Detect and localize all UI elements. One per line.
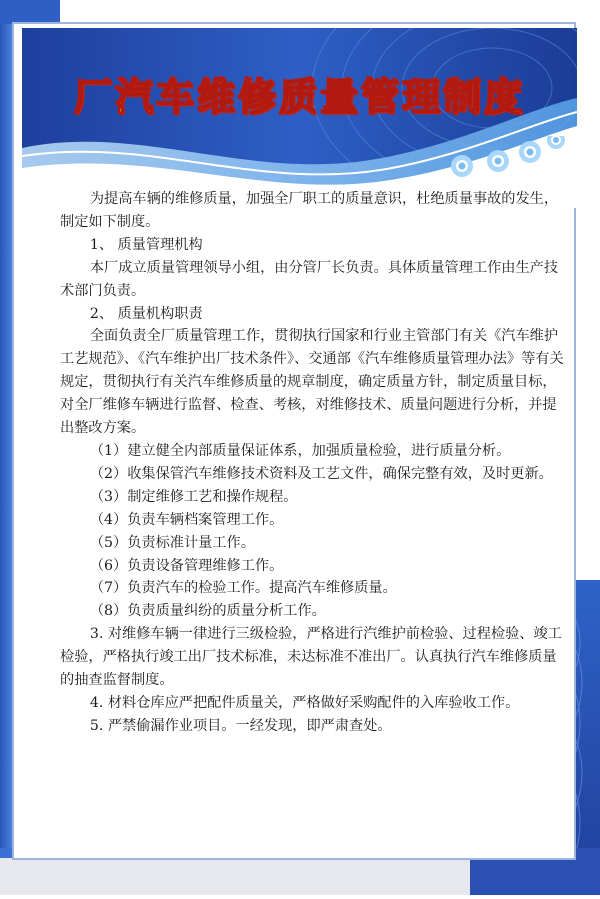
section-paragraph: 4. 材料仓库应严把配件质量关，严格做好采购配件的入库验收工作。 [89, 694, 520, 711]
page-title: 厂汽车维修质量管理制度 [73, 75, 525, 119]
ring-icons-group [442, 136, 572, 186]
section-paragraph: 5. 严禁偷漏作业项目。一经发现，即严肃查处。 [89, 717, 392, 734]
ring-icon [487, 150, 509, 172]
list-item: （7）负责汽车的检验工作。提高汽车维修质量。 [89, 580, 397, 597]
list-item: （3）制定维修工艺和操作规程。 [89, 488, 298, 505]
frame-left-bar [0, 0, 14, 895]
regulation-body [60, 188, 570, 738]
section-heading: 2、 质量机构职责 [89, 305, 203, 322]
list-item: （1）建立健全内部质量保证体系，加强质量检验，进行质量分析。 [89, 442, 511, 459]
frame-top-left-block [0, 0, 60, 24]
list-item: （4）负责车辆档案管理工作。 [89, 511, 284, 528]
frame-bottom-gray-strip [0, 858, 470, 895]
header-banner [22, 28, 577, 208]
section-paragraph: 3. 对维修车辆一律进行三级检验，严格进行汽维护前检验、过程检验、竣工检验，严格执行竣工出厂技术标准，未达标准不准出厂。认真执行汽车维修质量的抽查监督制度。 [60, 626, 562, 689]
list-item: （2）收集保管汽车维修技术资料及工艺文件，确保完整有效，及时更新。 [89, 465, 553, 482]
intro-paragraph: 为提高车辆的维修质量，加强全厂职工的质量意识，杜绝质量事故的发生，制定如下制度。 [60, 191, 559, 230]
section-heading: 1、 质量管理机构 [89, 236, 203, 253]
section-paragraph: 本厂成立质量管理领导小组，由分管厂长负责。具体质量管理工作由生产技术部门负责。 [60, 259, 559, 299]
section-paragraph: 全面负责全厂质量管理工作，贯彻执行国家和行业主管部门有关《汽车维护工艺规范》、《汽车维护出厂技术条件》、交通部《汽车维修质量管理办法》等有关规定，贯彻执行有关汽车维修质量的规章制度，确定质量方针，制定质量目标，对全厂维修车辆进行监督、检查、考核，对维修技术、质量问题进行分析，并提出整改方案。 [60, 328, 564, 437]
ring-icon [547, 136, 565, 149]
list-item: （8）负责质量纠纷的质量分析工作。 [89, 603, 326, 620]
list-item: （5）负责标准计量工作。 [89, 534, 255, 551]
list-item: （6）负责设备管理维修工作。 [89, 557, 284, 574]
ring-icon [451, 155, 473, 177]
ring-icon [519, 141, 541, 163]
